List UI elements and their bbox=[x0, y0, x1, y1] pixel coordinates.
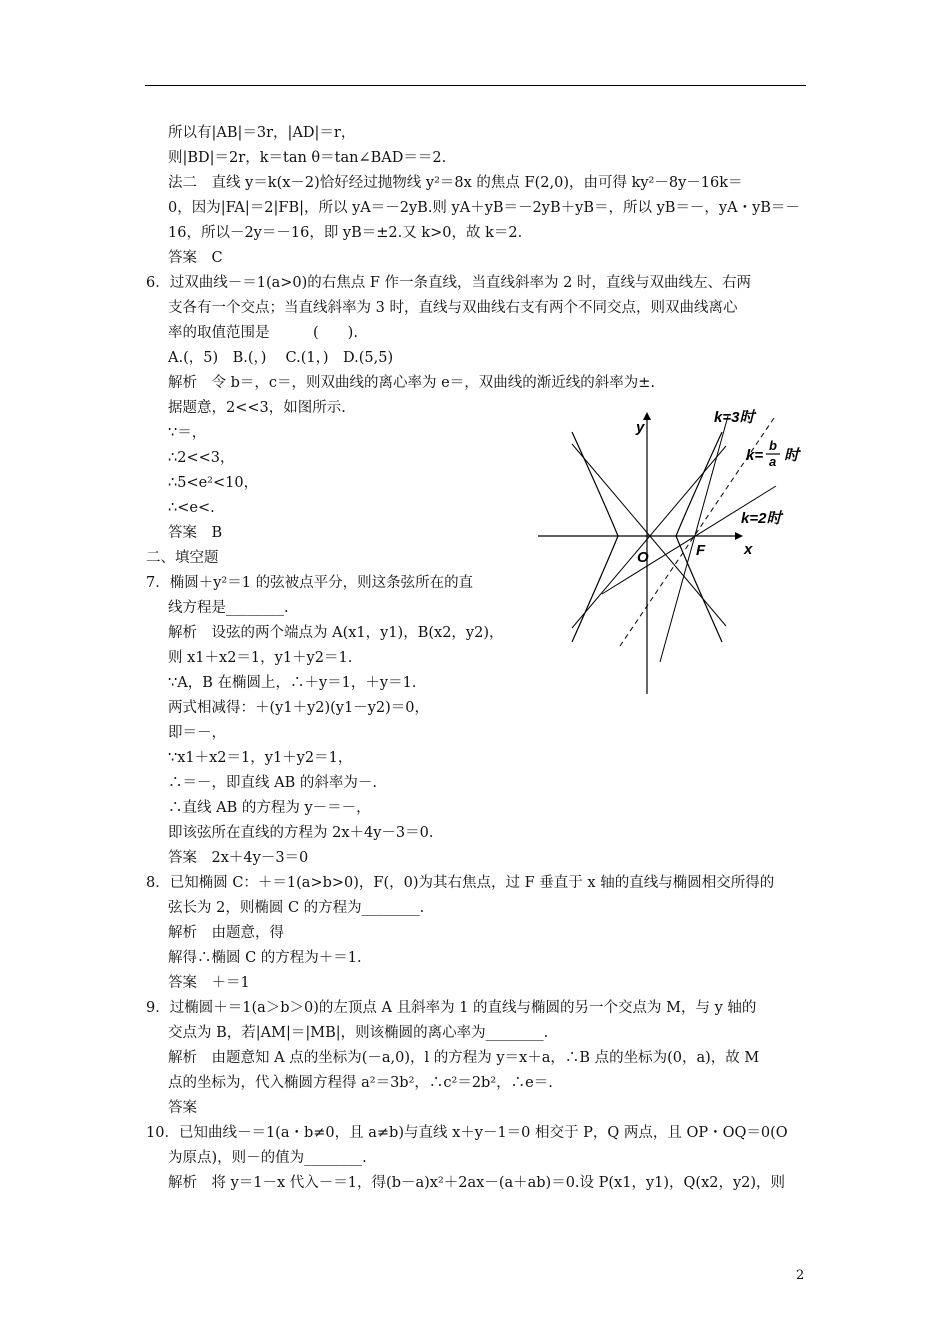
text-line: 8．已知椭圆 C：＋＝1(a>b>0)，F(，0)为其右焦点，过 F 垂直于 x 轴的直线与椭圆相交所得的 bbox=[146, 875, 775, 891]
text-line: ∴2<<3， bbox=[168, 450, 235, 466]
label-kba-prefix: k= bbox=[746, 447, 764, 464]
label-k2: k=2时 bbox=[741, 510, 782, 527]
x-axis-arrow bbox=[735, 532, 743, 540]
hyperbola-left-branch bbox=[572, 432, 618, 642]
text-line: 解得∴椭圆 C 的方程为＋＝1. bbox=[168, 950, 362, 966]
text-line: 答案 C bbox=[168, 250, 223, 266]
label-kba-suffix: 时 bbox=[784, 447, 800, 464]
text-line: 10．已知曲线－＝1(a・b≠0，且 a≠b)与直线 x＋y－1＝0 相交于 P，Q 两点，且 OP・OQ＝0(O bbox=[146, 1125, 788, 1141]
text-line: 据题意，2<<3，如图所示. bbox=[168, 400, 346, 416]
text-line: 法二 直线 y＝k(x－2)恰好经过抛物线 y²＝8x 的焦点 F(2,0)，由可得 ky²－8y－16k＝ bbox=[168, 175, 743, 191]
text-line: ∵A，B 在椭圆上，∴＋y＝1，＋y＝1. bbox=[168, 675, 417, 691]
text-line: ∴5<e²<10， bbox=[168, 475, 259, 491]
label-k3: k=3时 bbox=[714, 409, 755, 426]
text-line: ∴<e<. bbox=[168, 500, 215, 516]
label-kba-b: b bbox=[769, 438, 777, 453]
text-line: 为原点)，则－的值为________. bbox=[168, 1150, 367, 1166]
text-line: 答案 2x＋4y－3＝0 bbox=[168, 850, 309, 866]
text-line: 则|BD|＝2r，k＝tan θ＝tan∠BAD＝＝2. bbox=[168, 150, 447, 166]
label-x: x bbox=[744, 541, 753, 558]
label-y: y bbox=[636, 419, 645, 436]
text-line: 率的取值范围是 ( ). bbox=[168, 325, 358, 341]
text-line: 答案 bbox=[168, 1100, 197, 1116]
text-line: ∵x1＋x2＝1，y1＋y2＝1， bbox=[168, 750, 353, 766]
text-line: ∴直线 AB 的方程为 y－＝－， bbox=[168, 800, 371, 816]
text-line: 弦长为 2，则椭圆 C 的方程为________. bbox=[168, 900, 425, 916]
text-line: 7．椭圆＋y²＝1 的弦被点平分，则这条弦所在的直 bbox=[146, 575, 474, 591]
text-line: 即＝－， bbox=[168, 725, 226, 741]
text-line: 支各有一个交点；当直线斜率为 3 时，直线与双曲线右支有两个不同交点，则双曲线离心 bbox=[168, 300, 738, 316]
text-line: 两式相减得：＋(y1＋y2)(y1－y2)＝0， bbox=[168, 700, 430, 716]
text-line: 解析 由题意知 A 点的坐标为(－a,0)，l 的方程为 y＝x＋a，∴B 点的坐标为(0，a)，故 M bbox=[168, 1050, 760, 1066]
label-focus: F bbox=[696, 542, 706, 559]
text-line: 线方程是________. bbox=[168, 600, 289, 616]
line-k2 bbox=[602, 486, 776, 594]
label-kba-a: a bbox=[769, 454, 777, 469]
text-line: 答案 B bbox=[168, 525, 223, 541]
text-line: 6．过双曲线－＝1(a>0)的右焦点 F 作一条直线，当直线斜率为 2 时，直线与双曲线左、右两 bbox=[146, 275, 752, 291]
text-line: A.(，5) B.(，) C.(1，) D.(5,5) bbox=[168, 350, 394, 366]
header-rule bbox=[145, 85, 806, 86]
text-line: 9．过椭圆＋＝1(a＞b＞0)的左顶点 A 且斜率为 1 的直线与椭圆的另一个交点为 M，与 y 轴的 bbox=[146, 1000, 757, 1016]
text-line: 解析 将 y＝1－x 代入－＝1，得(b－a)x²＋2ax－(a＋ab)＝0.设 P(x1，y1)，Q(x2，y2)，则 bbox=[168, 1175, 786, 1191]
text-line: 解析 令 b＝，c＝，则双曲线的离心率为 e＝，双曲线的渐近线的斜率为±. bbox=[168, 375, 655, 391]
text-line: 即该弦所在直线的方程为 2x＋4y－3＝0. bbox=[168, 825, 434, 841]
hyperbola-figure bbox=[536, 402, 816, 702]
text-line: 二、填空题 bbox=[146, 550, 219, 566]
text-line: ∵＝， bbox=[168, 425, 207, 441]
text-line: 交点为 B，若|AM|＝|MB|，则该椭圆的离心率为________. bbox=[168, 1025, 549, 1041]
text-line: 答案 ＋＝1 bbox=[168, 975, 250, 991]
text-line: 解析 由题意，得 bbox=[168, 925, 284, 941]
text-line: ∴＝－，即直线 AB 的斜率为－. bbox=[168, 775, 377, 791]
text-line: 解析 设弦的两个端点为 A(x1，y1)，B(x2，y2)， bbox=[168, 625, 504, 641]
text-line: 点的坐标为，代入椭圆方程得 a²＝3b²，∴c²＝2b²，∴e＝. bbox=[168, 1075, 553, 1091]
text-line: 所以有|AB|＝3r，|AD|＝r， bbox=[168, 125, 356, 141]
text-line: 0，因为|FA|＝2|FB|，所以 yA＝－2yB.则 yA＋yB＝－2yB＋yB＝，所以 yB＝－，yA・yB＝－ bbox=[168, 200, 800, 216]
page-number: 2 bbox=[796, 1268, 805, 1283]
text-line: 则 x1＋x2＝1，y1＋y2＝1. bbox=[168, 650, 353, 666]
text-line: 16，所以－2y＝－16，即 yB＝±2.又 k>0，故 k＝2. bbox=[168, 225, 523, 241]
label-origin: O bbox=[637, 549, 649, 566]
line-k3 bbox=[660, 416, 728, 662]
